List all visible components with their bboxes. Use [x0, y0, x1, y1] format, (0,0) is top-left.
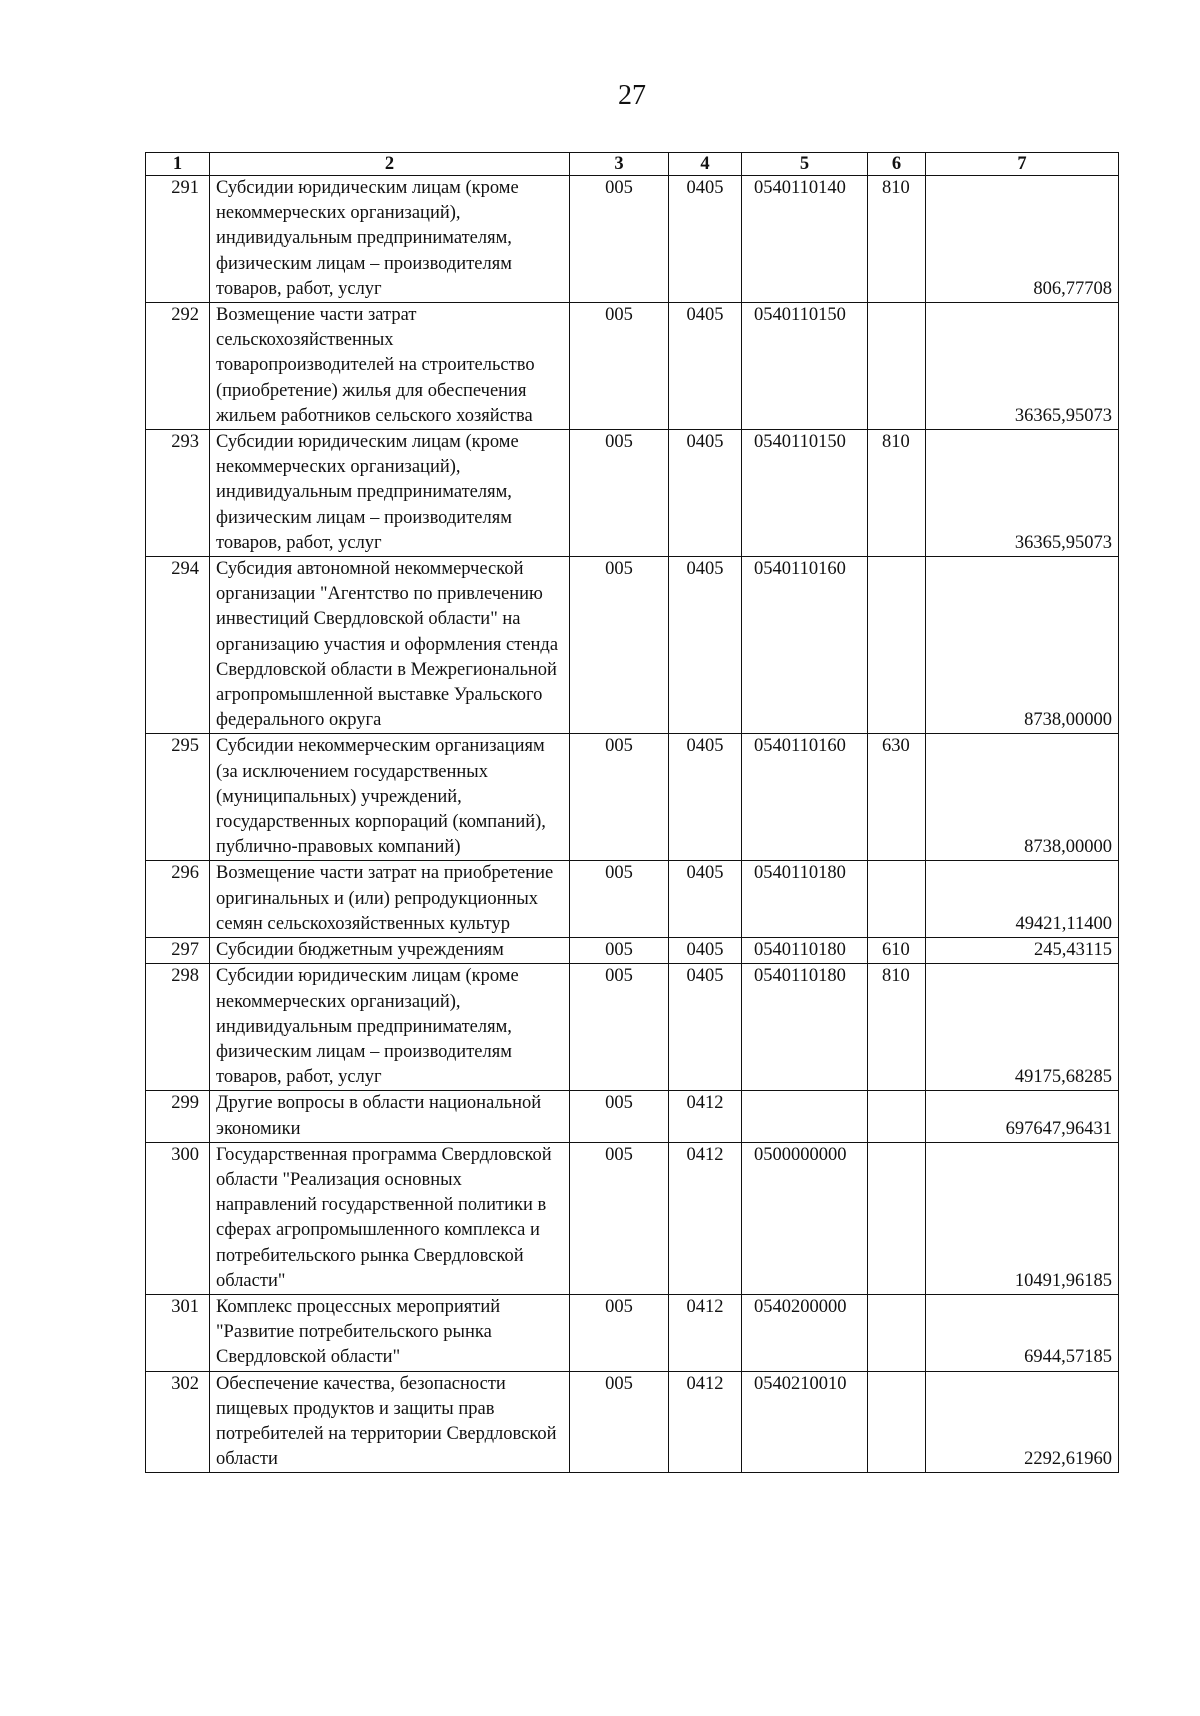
row-sum: 49175,68285 [926, 964, 1119, 1091]
row-razdel: 0405 [669, 303, 742, 430]
row-csr: 0540110180 [742, 861, 868, 938]
row-number: 294 [146, 557, 210, 734]
row-name: Обеспечение качества, безопасности пищевых продуктов и защиты прав потребителей на территории Свердловской области [210, 1371, 570, 1473]
table-row [146, 861, 1119, 938]
row-number: 296 [146, 861, 210, 938]
row-csr: 0540110140 [742, 176, 868, 303]
row-csr: 0540110150 [742, 303, 868, 430]
table-row [146, 734, 1119, 861]
header-cell: 1 [146, 153, 210, 176]
row-name: Субсидии бюджетным учреждениям [210, 938, 570, 964]
row-ved: 005 [570, 557, 669, 734]
row-number: 295 [146, 734, 210, 861]
row-sum: 806,77708 [926, 176, 1119, 303]
row-razdel: 0412 [669, 1142, 742, 1294]
row-ved: 005 [570, 1091, 669, 1142]
row-ved: 005 [570, 964, 669, 1091]
row-razdel: 0412 [669, 1371, 742, 1473]
row-csr: 0540200000 [742, 1294, 868, 1371]
row-csr: 0540110150 [742, 430, 868, 557]
row-number: 298 [146, 964, 210, 1091]
row-name: Государственная программа Свердловской области "Реализация основных направлений государственной политики в сферах агропромышленного комплекса и потребительского рынка Свердловской области" [210, 1142, 570, 1294]
row-sum: 8738,00000 [926, 734, 1119, 861]
row-ved: 005 [570, 303, 669, 430]
row-number: 301 [146, 1294, 210, 1371]
row-ved: 005 [570, 1294, 669, 1371]
row-ved: 005 [570, 734, 669, 861]
table-row [146, 176, 1119, 303]
row-name: Субсидия автономной некоммерческой организации "Агентство по привлечению инвестиций Свердловской области" на организацию участия и оформления стенда Свердловской области в Межрегиональной агропромышленной выставке Уральского федерального округа [210, 557, 570, 734]
row-razdel: 0405 [669, 861, 742, 938]
row-csr: 0500000000 [742, 1142, 868, 1294]
row-ved: 005 [570, 1371, 669, 1473]
row-razdel: 0405 [669, 964, 742, 1091]
row-ved: 005 [570, 176, 669, 303]
table-row [146, 557, 1119, 734]
row-sum: 36365,95073 [926, 430, 1119, 557]
row-vr: 810 [868, 964, 926, 1091]
row-razdel: 0412 [669, 1091, 742, 1142]
row-sum: 36365,95073 [926, 303, 1119, 430]
row-vr: 630 [868, 734, 926, 861]
row-vr [868, 303, 926, 430]
header-cell: 6 [868, 153, 926, 176]
row-csr [742, 1091, 868, 1142]
row-sum: 10491,96185 [926, 1142, 1119, 1294]
row-csr: 0540110180 [742, 964, 868, 1091]
row-vr: 810 [868, 430, 926, 557]
row-name: Возмещение части затрат на приобретение оригинальных и (или) репродукционных семян сельскохозяйственных культур [210, 861, 570, 938]
row-number: 292 [146, 303, 210, 430]
row-vr [868, 1091, 926, 1142]
row-sum: 49421,11400 [926, 861, 1119, 938]
row-vr [868, 1142, 926, 1294]
row-ved: 005 [570, 430, 669, 557]
row-number: 299 [146, 1091, 210, 1142]
row-razdel: 0405 [669, 430, 742, 557]
row-number: 300 [146, 1142, 210, 1294]
table-row [146, 1142, 1119, 1294]
row-vr [868, 1371, 926, 1473]
row-sum: 8738,00000 [926, 557, 1119, 734]
table-row [146, 303, 1119, 430]
row-csr: 0540110180 [742, 938, 868, 964]
table-row [146, 964, 1119, 1091]
budget-table [145, 152, 1119, 1473]
header-cell: 5 [742, 153, 868, 176]
row-name: Возмещение части затрат сельскохозяйственных товаропроизводителей на строительство (приобретение) жилья для обеспечения жильем работников сельского хозяйства [210, 303, 570, 430]
row-vr: 610 [868, 938, 926, 964]
row-number: 293 [146, 430, 210, 557]
row-number: 297 [146, 938, 210, 964]
row-csr: 0540210010 [742, 1371, 868, 1473]
row-sum: 2292,61960 [926, 1371, 1119, 1473]
row-razdel: 0412 [669, 1294, 742, 1371]
row-csr: 0540110160 [742, 557, 868, 734]
row-csr: 0540110160 [742, 734, 868, 861]
row-razdel: 0405 [669, 938, 742, 964]
row-name: Субсидии юридическим лицам (кроме некоммерческих организаций), индивидуальным предпринимателям, физическим лицам – производителям товаров, работ, услуг [210, 964, 570, 1091]
row-vr [868, 861, 926, 938]
row-number: 291 [146, 176, 210, 303]
header-cell: 3 [570, 153, 669, 176]
row-ved: 005 [570, 861, 669, 938]
table-row [146, 1294, 1119, 1371]
page-number: 27 [618, 80, 646, 111]
row-vr [868, 1294, 926, 1371]
row-name: Другие вопросы в области национальной экономики [210, 1091, 570, 1142]
row-razdel: 0405 [669, 734, 742, 861]
row-name: Субсидии некоммерческим организациям (за исключением государственных (муниципальных) учреждений, государственных корпораций (компаний), публично-правовых компаний) [210, 734, 570, 861]
header-cell: 7 [926, 153, 1119, 176]
row-razdel: 0405 [669, 557, 742, 734]
table-row [146, 430, 1119, 557]
row-razdel: 0405 [669, 176, 742, 303]
row-sum: 6944,57185 [926, 1294, 1119, 1371]
table-row [146, 1091, 1119, 1142]
header-cell: 4 [669, 153, 742, 176]
row-name: Субсидии юридическим лицам (кроме некоммерческих организаций), индивидуальным предпринимателям, физическим лицам – производителям товаров, работ, услуг [210, 176, 570, 303]
row-number: 302 [146, 1371, 210, 1473]
row-vr: 810 [868, 176, 926, 303]
row-name: Комплекс процессных мероприятий "Развитие потребительского рынка Свердловской области" [210, 1294, 570, 1371]
row-ved: 005 [570, 1142, 669, 1294]
table-row [146, 1371, 1119, 1473]
table-row [146, 938, 1119, 964]
row-ved: 005 [570, 938, 669, 964]
row-name: Субсидии юридическим лицам (кроме некоммерческих организаций), индивидуальным предпринимателям, физическим лицам – производителям товаров, работ, услуг [210, 430, 570, 557]
row-sum: 697647,96431 [926, 1091, 1119, 1142]
row-sum: 245,43115 [926, 938, 1119, 964]
row-vr [868, 557, 926, 734]
table-header-row [146, 153, 1119, 176]
header-cell: 2 [210, 153, 570, 176]
